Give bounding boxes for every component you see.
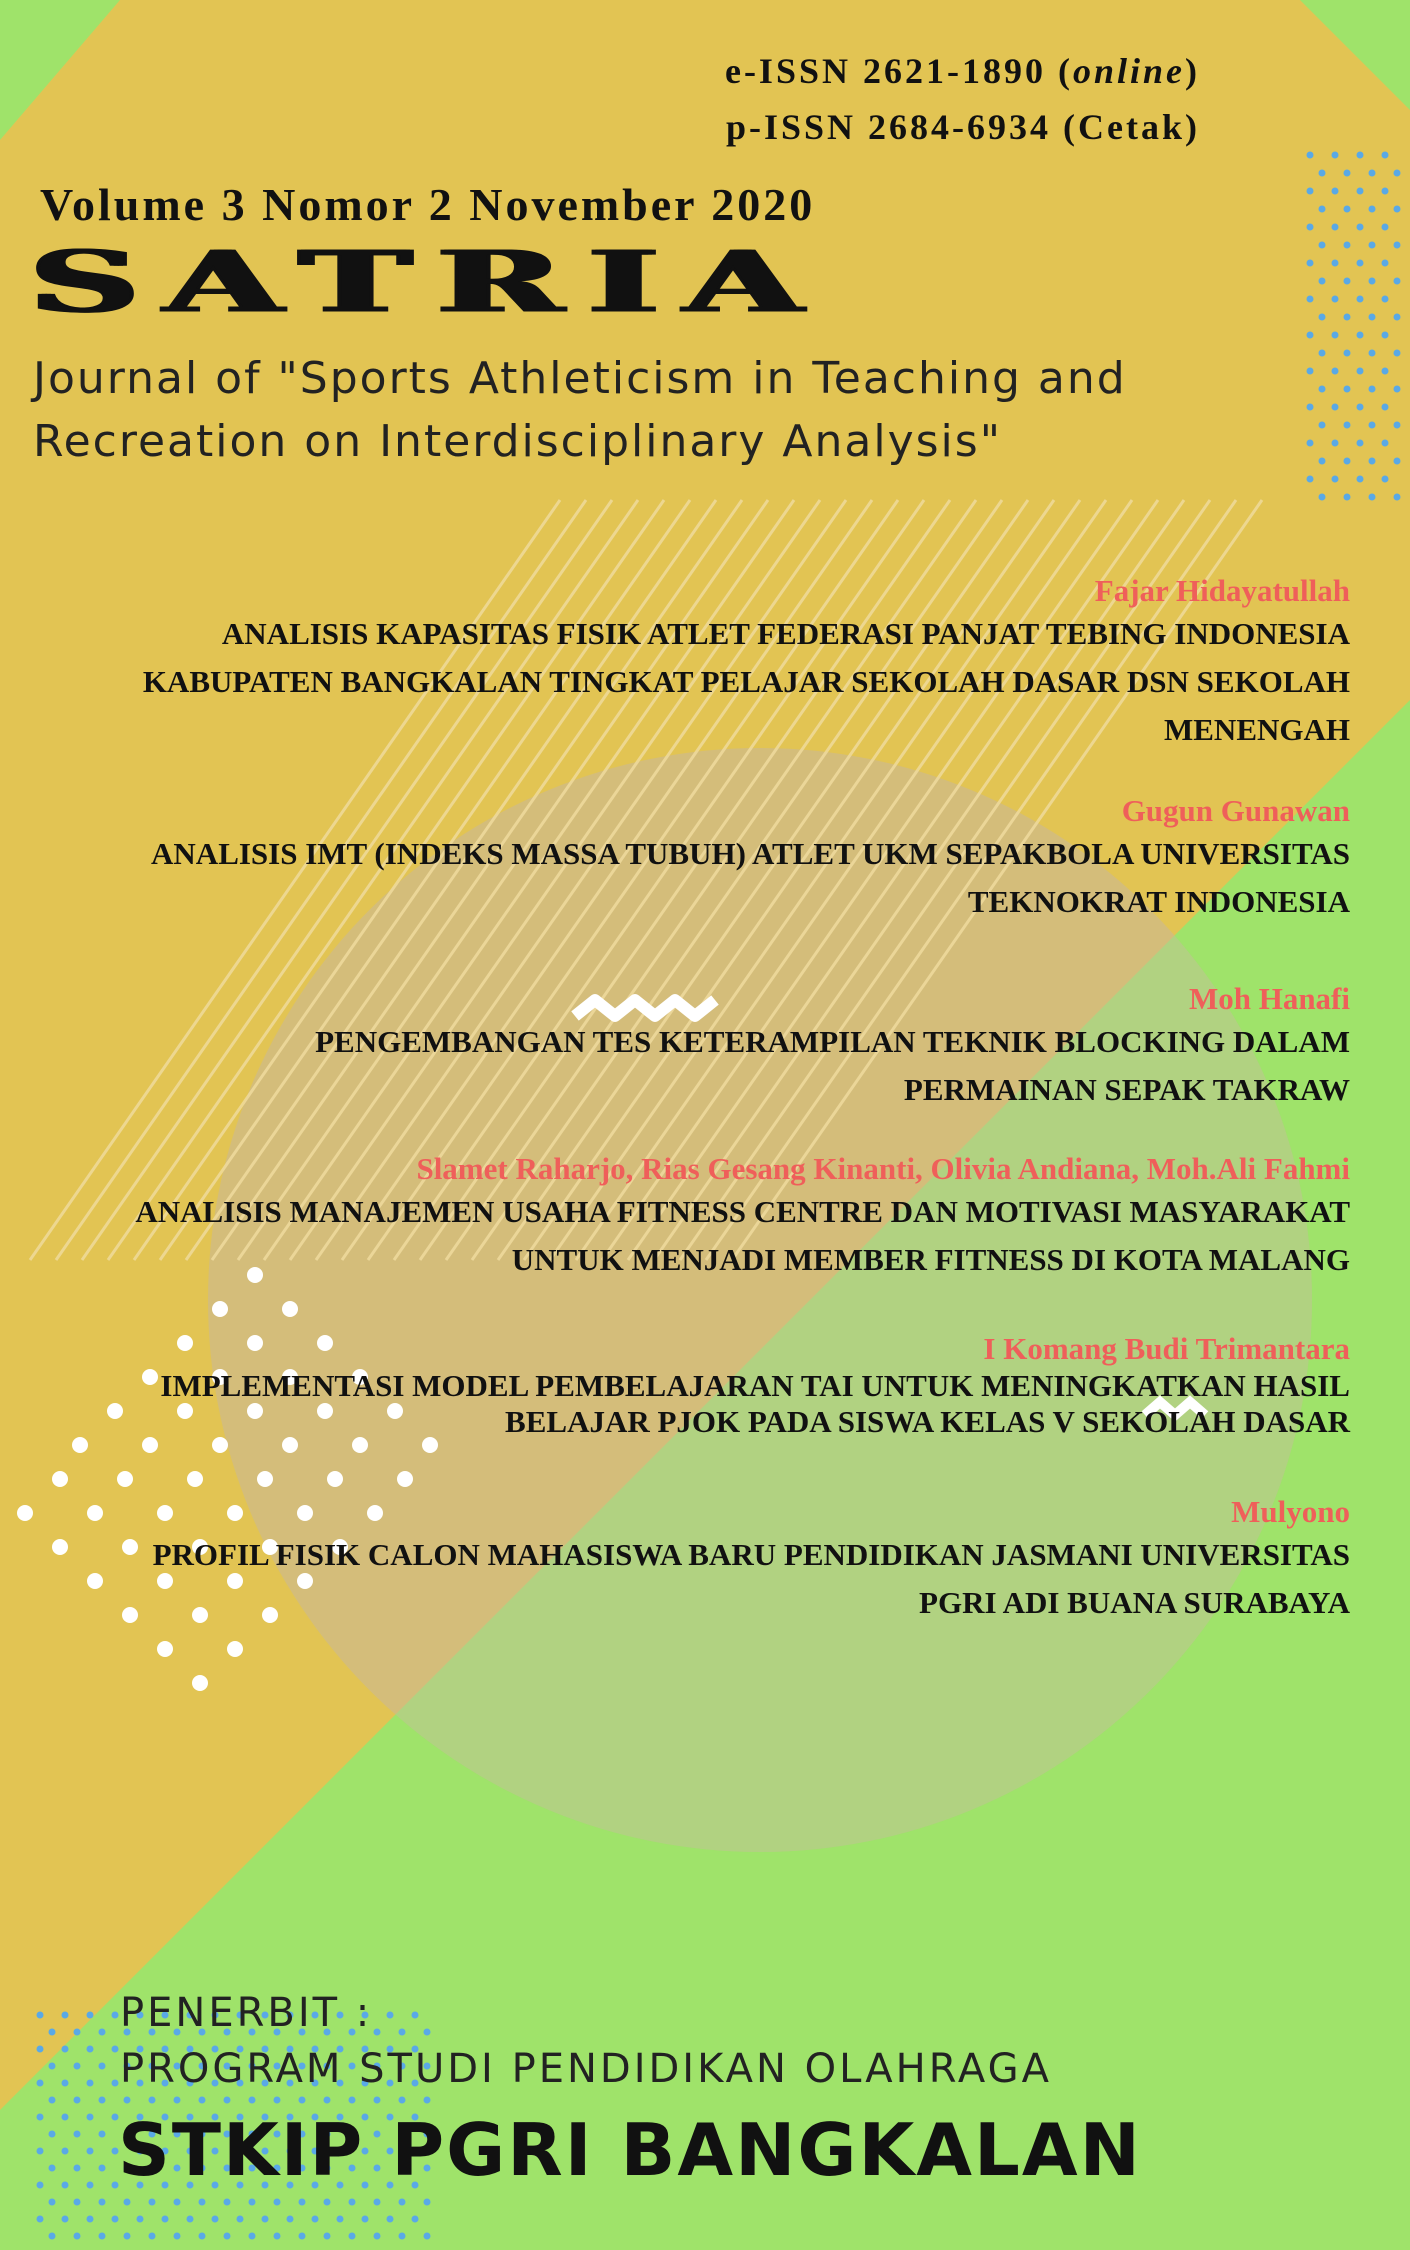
decor-dot (1369, 386, 1376, 393)
decor-dot (1382, 440, 1389, 447)
decor-dot (1307, 188, 1314, 195)
decor-dot (237, 2216, 244, 2223)
decor-dot (1344, 206, 1351, 213)
decor-dot (62, 2148, 69, 2155)
decor-dot (122, 1607, 138, 1623)
decor-dot (1394, 206, 1401, 213)
decor-dot (99, 2165, 106, 2172)
decor-dot (49, 2063, 56, 2070)
decor-dot (1394, 242, 1401, 249)
subtitle-line: Journal of "Sports Athleticism in Teaching and (33, 353, 1127, 404)
decor-dot (107, 1403, 123, 1419)
decor-dot (349, 2233, 356, 2240)
decor-dot (62, 2080, 69, 2087)
decor-dot (1332, 440, 1339, 447)
decor-dot (1319, 314, 1326, 321)
decor-dot (1307, 368, 1314, 375)
decor-dot (1382, 260, 1389, 267)
decor-dot (62, 2012, 69, 2019)
decor-dot (1382, 404, 1389, 411)
decor-dot (52, 1539, 68, 1555)
journal-subtitle (33, 347, 1233, 473)
decor-dot (87, 2182, 94, 2189)
decor-dot (1332, 224, 1339, 231)
decor-dot (87, 2114, 94, 2121)
article-author: Fajar Hidayatullah (1094, 573, 1350, 608)
article-title-line: ANALISIS MANAJEMEN USAHA FITNESS CENTRE DAN MOTIVASI MASYARAKAT (135, 1194, 1350, 1229)
decor-dot (1344, 278, 1351, 285)
decor-dot (299, 2199, 306, 2206)
decor-dot (397, 1471, 413, 1487)
decor-dot (49, 2029, 56, 2036)
decor-dot (1319, 278, 1326, 285)
decor-dot (374, 2199, 381, 2206)
decor-dot (112, 2080, 119, 2087)
decor-dot (49, 2233, 56, 2240)
decor-dot (74, 2233, 81, 2240)
decor-dot (1307, 476, 1314, 483)
decor-dot (387, 2216, 394, 2223)
decor-dot (74, 2063, 81, 2070)
decor-dot (72, 1437, 88, 1453)
decor-dot (142, 1369, 158, 1385)
article-title (315, 1018, 1350, 1114)
decor-dot (124, 2199, 131, 2206)
decor-dot (37, 2182, 44, 2189)
decor-dot (1357, 296, 1364, 303)
decor-dot (1344, 494, 1351, 501)
decor-dot (87, 2012, 94, 2019)
decor-dot (74, 2097, 81, 2104)
article-title-line: PROFIL FISIK CALON MAHASISWA BARU PENDIDIKAN JASMANI UNIVERSITAS (152, 1537, 1350, 1572)
decor-dot (122, 1539, 138, 1555)
article-title-line: IMPLEMENTASI MODEL PEMBELAJARAN TAI UNTUK MENINGKATKAN HASIL (160, 1368, 1350, 1403)
decor-dot (142, 1437, 158, 1453)
decor-dot (324, 2199, 331, 2206)
decor-dot (1357, 404, 1364, 411)
decor-dot (399, 2233, 406, 2240)
decor-dot (1344, 350, 1351, 357)
decor-dot (1382, 152, 1389, 159)
decor-dot (1357, 476, 1364, 483)
decor-dot (87, 2080, 94, 2087)
decor-dot (1357, 152, 1364, 159)
decor-dot (1344, 170, 1351, 177)
article-title-line: PENGEMBANGAN TES KETERAMPILAN TEKNIK BLOCKING DALAM (315, 1024, 1350, 1059)
decor-dot (399, 2097, 406, 2104)
decor-dot (99, 2063, 106, 2070)
decor-dot (1394, 422, 1401, 429)
decor-dot (1369, 242, 1376, 249)
article-author: Gugun Gunawan (1121, 793, 1350, 828)
decor-dot (49, 2097, 56, 2104)
decor-dot (174, 2097, 181, 2104)
decor-dot (62, 2182, 69, 2189)
decor-dot (287, 2216, 294, 2223)
decor-dot (149, 2233, 156, 2240)
decor-dot (49, 2131, 56, 2138)
decor-dot (1382, 296, 1389, 303)
decor-dot (1369, 170, 1376, 177)
decor-dot (274, 2233, 281, 2240)
decor-dot (112, 2216, 119, 2223)
article-title-line: ANALISIS IMT (INDEKS MASSA TUBUH) ATLET UKM SEPAKBOLA UNIVERSITAS (151, 836, 1350, 871)
decor-dot (327, 1471, 343, 1487)
decor-dot (349, 2199, 356, 2206)
decor-dot (1332, 152, 1339, 159)
publisher-name: STKIP PGRI BANGKALAN (118, 2108, 1142, 2192)
decor-dot (1319, 206, 1326, 213)
decor-dot (424, 2097, 431, 2104)
decor-dot (212, 2216, 219, 2223)
decor-dot (37, 2216, 44, 2223)
decor-dot (112, 2046, 119, 2053)
decor-dot (1357, 260, 1364, 267)
decor-dot (362, 2216, 369, 2223)
decor-dot (62, 2216, 69, 2223)
decor-dot (374, 2097, 381, 2104)
article-entry (160, 1330, 1350, 1440)
decor-dot (1357, 224, 1364, 231)
publisher-label: PENERBIT : (120, 1990, 373, 2036)
article-author: Mulyono (1231, 1494, 1350, 1529)
decor-dot (87, 2046, 94, 2053)
decor-dot (374, 2233, 381, 2240)
decor-dot (212, 1301, 228, 1317)
decor-dot (262, 2216, 269, 2223)
decor-dot (1394, 350, 1401, 357)
decor-dot (1382, 368, 1389, 375)
decor-dot (62, 2046, 69, 2053)
volume-issue: Volume 3 Nomor 2 November 2020 (40, 179, 816, 230)
decor-dot (1307, 440, 1314, 447)
decor-dot (187, 1471, 203, 1487)
decor-dot (412, 2216, 419, 2223)
decor-dot (1344, 242, 1351, 249)
decor-dot (199, 2199, 206, 2206)
decor-dot (224, 2097, 231, 2104)
article-title (143, 610, 1350, 754)
decor-dot (399, 2199, 406, 2206)
decor-dot (224, 2233, 231, 2240)
decor-dot (149, 2097, 156, 2104)
article-title (160, 1368, 1350, 1440)
article-entry (315, 980, 1350, 1114)
decor-dot (1394, 314, 1401, 321)
decor-dot (74, 2029, 81, 2036)
article-author: Slamet Raharjo, Rias Gesang Kinanti, Olivia Andiana, Moh.Ali Fahmi (416, 1151, 1350, 1186)
decor-dot (62, 2114, 69, 2121)
decor-dot (37, 2080, 44, 2087)
decor-dot (37, 2012, 44, 2019)
decor-dot (1319, 170, 1326, 177)
decor-dot (424, 2199, 431, 2206)
article-title (151, 830, 1350, 926)
decor-dot (99, 2199, 106, 2206)
decor-dot (17, 1505, 33, 1521)
decor-dot (99, 2233, 106, 2240)
decor-dot (37, 2046, 44, 2053)
decor-dot (1394, 278, 1401, 285)
issn-print: p-ISSN 2684-6934 (Cetak) (725, 107, 1200, 147)
decor-dot (274, 2199, 281, 2206)
decor-dot (1332, 188, 1339, 195)
decor-dot (87, 2148, 94, 2155)
decor-dot (249, 2199, 256, 2206)
decor-dot (162, 2216, 169, 2223)
decor-dot (74, 2199, 81, 2206)
decor-dot (1332, 296, 1339, 303)
decor-dot (412, 2012, 419, 2019)
decor-dot (117, 1471, 133, 1487)
decor-dot (112, 2012, 119, 2019)
decor-dot (49, 2199, 56, 2206)
decor-dot (299, 2097, 306, 2104)
decor-dot (399, 2029, 406, 2036)
decor-dot (199, 2233, 206, 2240)
decor-dot (349, 2097, 356, 2104)
article-title-line: PGRI ADI BUANA SURABAYA (919, 1585, 1350, 1620)
decor-dot (1332, 476, 1339, 483)
decor-dot (87, 1573, 103, 1589)
decor-dot (1369, 458, 1376, 465)
decor-dot (312, 2216, 319, 2223)
decor-dot (1319, 494, 1326, 501)
issn-online: e-ISSN 2621-1890 (online) (724, 51, 1200, 91)
article-entry (135, 1150, 1350, 1284)
decor-dot (387, 2012, 394, 2019)
article-entry (143, 572, 1350, 754)
article-title-line: ANALISIS KAPASITAS FISIK ATLET FEDERASI PANJAT TEBING INDONESIA (221, 616, 1350, 651)
issn-online-italic: online (1072, 51, 1185, 91)
decor-dot (1332, 260, 1339, 267)
decor-dot (1382, 188, 1389, 195)
decor-dot (1394, 458, 1401, 465)
article-title (153, 1531, 1350, 1627)
article-title-line: MENENGAH (1164, 712, 1350, 747)
article-entry (153, 1493, 1350, 1627)
publisher-program: PROGRAM STUDI PENDIDIKAN OLAHRAGA (120, 2046, 1052, 2092)
decor-dot (1307, 404, 1314, 411)
article-author: I Komang Budi Trimantara (983, 1331, 1350, 1366)
decor-dot (52, 1471, 68, 1487)
decor-dot (37, 2148, 44, 2155)
decor-dot (187, 2216, 194, 2223)
decor-dot (87, 1505, 103, 1521)
decor-dot (257, 1471, 273, 1487)
decor-dot (37, 2114, 44, 2121)
decor-dot (174, 2199, 181, 2206)
decor-dot (1357, 440, 1364, 447)
decor-dot (1344, 386, 1351, 393)
article-title-line: PERMAINAN SEPAK TAKRAW (903, 1072, 1350, 1107)
decor-dot (1357, 368, 1364, 375)
decor-dot (1382, 224, 1389, 231)
decor-dot (282, 1301, 298, 1317)
decor-dot (1369, 350, 1376, 357)
article-title-line: TEKNOKRAT INDONESIA (967, 884, 1350, 919)
decor-dot (99, 2097, 106, 2104)
journal-title: SATRIA (30, 231, 828, 332)
decor-dot (1369, 278, 1376, 285)
decor-dot (74, 2131, 81, 2138)
article-title-line: UNTUK MENJADI MEMBER FITNESS DI KOTA MALANG (511, 1242, 1350, 1277)
decor-dot (337, 2216, 344, 2223)
decor-dot (1394, 170, 1401, 177)
article-entry (151, 792, 1350, 926)
decor-dot (1394, 494, 1401, 501)
decor-dot (1357, 188, 1364, 195)
decor-dot (1319, 422, 1326, 429)
decor-dot (1332, 332, 1339, 339)
decor-dot (299, 2233, 306, 2240)
decor-dot (324, 2097, 331, 2104)
decor-dot (1369, 422, 1376, 429)
decor-dot (1319, 242, 1326, 249)
decor-dot (124, 2097, 131, 2104)
decor-dot (174, 2233, 181, 2240)
decor-dot (1382, 332, 1389, 339)
article-title (135, 1188, 1350, 1284)
decor-dot (199, 2097, 206, 2104)
article-author: Moh Hanafi (1188, 981, 1350, 1016)
decor-dot (1332, 404, 1339, 411)
decor-dot (1394, 386, 1401, 393)
decor-dot (157, 1641, 173, 1657)
decor-dot (49, 2165, 56, 2172)
article-title-line: BELAJAR PJOK PADA SISWA KELAS V SEKOLAH DASAR (505, 1404, 1350, 1439)
decor-dot (227, 1641, 243, 1657)
decor-dot (324, 2233, 331, 2240)
decor-dot (87, 2216, 94, 2223)
decor-dot (1357, 332, 1364, 339)
decor-dot (374, 2029, 381, 2036)
decor-dot (224, 2199, 231, 2206)
decor-dot (1369, 206, 1376, 213)
decor-dot (424, 2233, 431, 2240)
decor-dot (99, 2131, 106, 2138)
decor-dot (1344, 422, 1351, 429)
decor-dot (1369, 314, 1376, 321)
article-title-line: KABUPATEN BANGKALAN TINGKAT PELAJAR SEKOLAH DASAR DSN SEKOLAH (142, 664, 1350, 699)
decor-dot (1344, 458, 1351, 465)
decor-dot (249, 2233, 256, 2240)
decor-dot (192, 1675, 208, 1691)
decor-dot (1319, 386, 1326, 393)
decor-dot (1319, 350, 1326, 357)
subtitle-line: Recreation on Interdisciplinary Analysis" (33, 416, 1002, 467)
decor-dot (149, 2199, 156, 2206)
decor-dot (1319, 458, 1326, 465)
decor-dot (424, 2029, 431, 2036)
decor-dot (274, 2097, 281, 2104)
decor-dot (1369, 494, 1376, 501)
decor-dot (1382, 476, 1389, 483)
decor-dot (249, 2097, 256, 2104)
decor-dot (99, 2029, 106, 2036)
decor-dot (74, 2165, 81, 2172)
decor-dot (1307, 152, 1314, 159)
decor-dot (1332, 368, 1339, 375)
decor-dot (137, 2216, 144, 2223)
decor-dot (124, 2233, 131, 2240)
decor-dot (1344, 314, 1351, 321)
